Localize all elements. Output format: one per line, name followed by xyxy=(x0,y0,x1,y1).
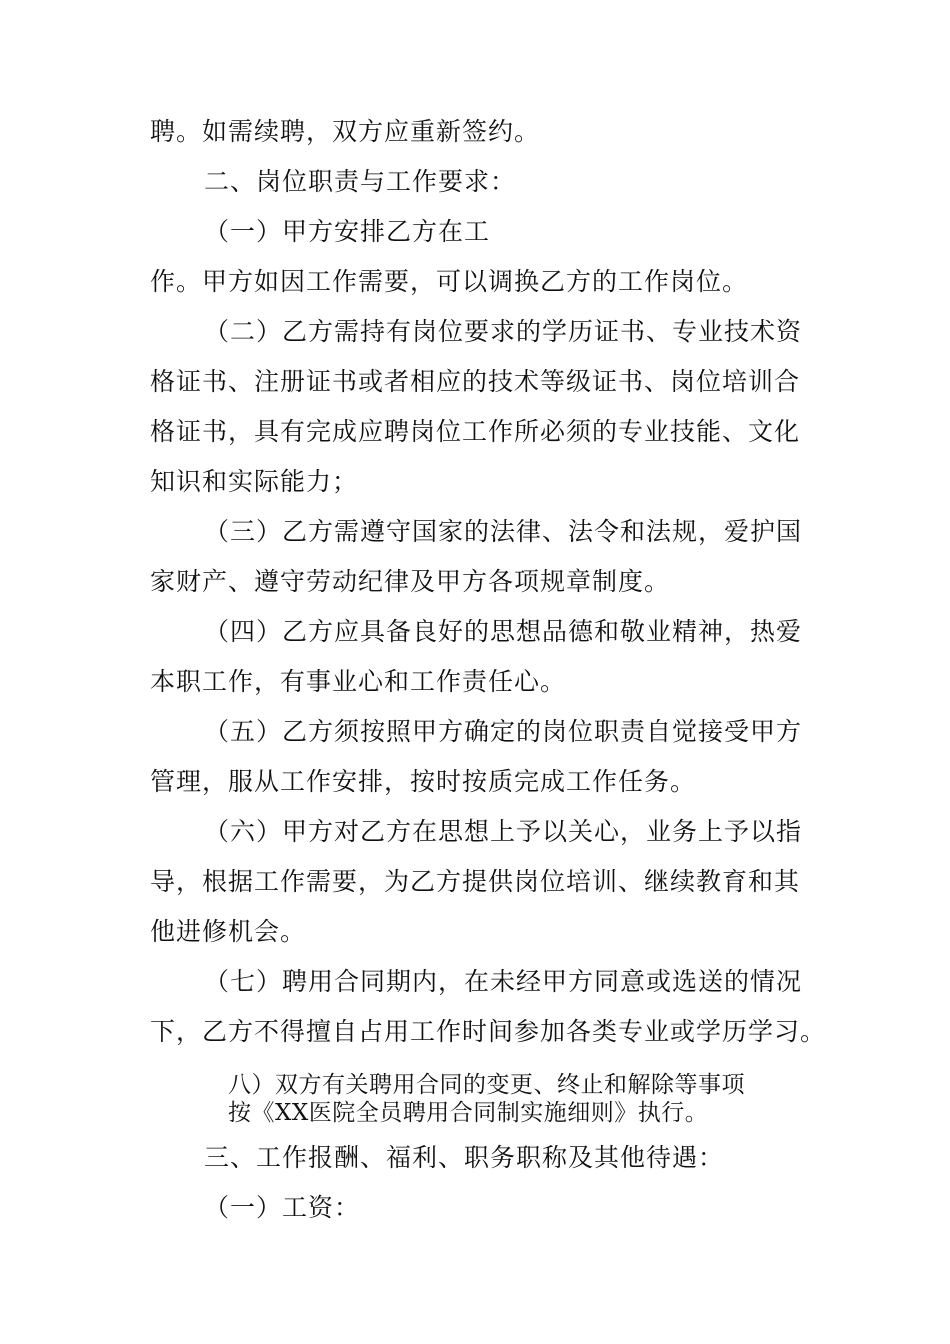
section-heading-3: 三、工作报酬、福利、职务职称及其他待遇： xyxy=(204,1143,725,1172)
clause-2-8: 八）双方有关聘用合同的变更、终止和解除等事项 xyxy=(228,1072,745,1098)
clause-2-4: （四）乙方应具备良好的思想品德和敬业精神，热爱 xyxy=(204,617,803,646)
text-line-21: 按《XX医院全员聘用合同制实施细则》执行。 xyxy=(228,1100,709,1126)
text-line-1: 聘。如需续聘，双方应重新签约。 xyxy=(150,117,541,146)
clause-2-3: （三）乙方需遵守国家的法律、法令和法规，爱护国 xyxy=(204,517,803,546)
clause-2-2: （二）乙方需持有岗位要求的学历证书、专业技术资 xyxy=(204,317,803,346)
clause-3-1: （一）工资： xyxy=(204,1193,361,1222)
text-line-12: 本职工作，有事业心和工作责任心。 xyxy=(150,667,567,696)
section-heading-2: 二、岗位职责与工作要求： xyxy=(204,167,517,196)
clause-2-1-start: （一）甲方安排乙方在工 xyxy=(204,217,491,246)
text-line-10: 家财产、遵守劳动纪律及甲方各项规章制度。 xyxy=(150,567,671,596)
text-line-17: 他进修机会。 xyxy=(150,917,307,946)
clause-2-7: （七）聘用合同期内，在未经甲方同意或选送的情况 xyxy=(204,967,803,996)
text-line-6: 格证书、注册证书或者相应的技术等级证书、岗位培训合 xyxy=(150,367,801,396)
text-line-8: 知识和实际能力； xyxy=(150,467,359,496)
clause-2-5: （五）乙方须按照甲方确定的岗位职责自觉接受甲方 xyxy=(204,717,803,746)
text-line-16: 导，根据工作需要，为乙方提供岗位培训、继续教育和其 xyxy=(150,867,801,896)
text-line-19: 下，乙方不得擅自占用工作时间参加各类专业或学历学习。 xyxy=(150,1017,827,1046)
text-line-14: 管理，服从工作安排，按时按质完成工作任务。 xyxy=(150,767,697,796)
clause-2-6: （六）甲方对乙方在思想上予以关心，业务上予以指 xyxy=(204,817,803,846)
text-line-4: 作。甲方如因工作需要，可以调换乙方的工作岗位。 xyxy=(150,267,749,296)
text-line-7: 格证书，具有完成应聘岗位工作所必须的专业技能、文化 xyxy=(150,417,801,446)
